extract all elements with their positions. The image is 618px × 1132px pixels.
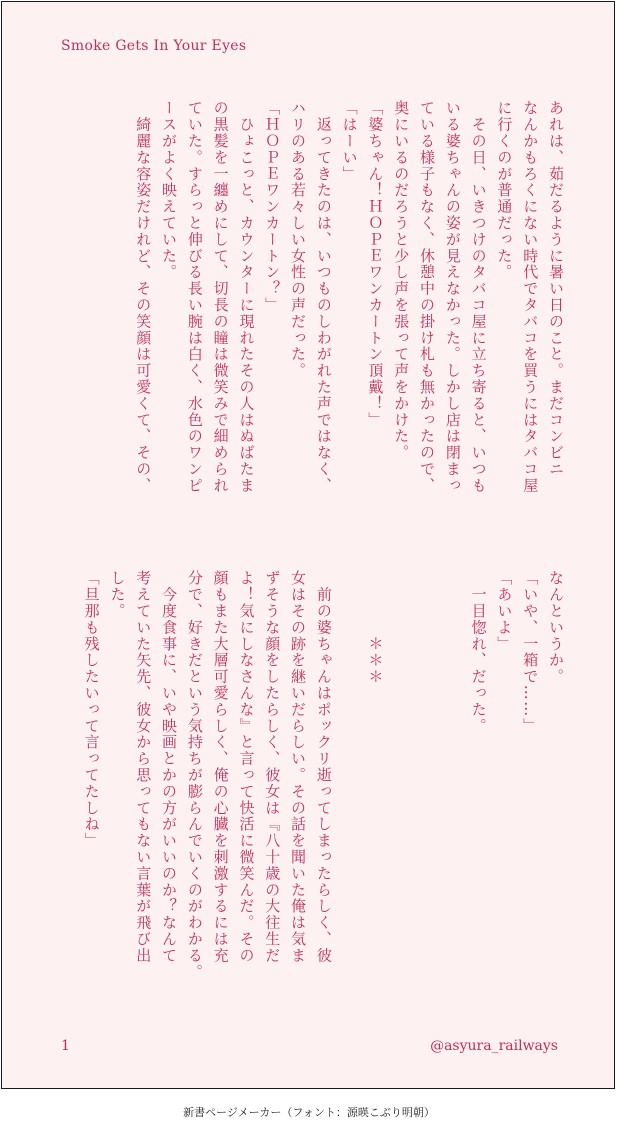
text-line (387, 570, 413, 1030)
page-number: 1 (61, 1038, 70, 1054)
text-line: ていた。すらっと伸びる長い腕は白く、水色のワンピ (185, 100, 204, 494)
page-title: Smoke Gets In Your Eyes (61, 38, 247, 54)
text-line: ずそうな顔をしたらしく、彼女は『八十歳の大往生だ (263, 570, 282, 964)
text-line: なんかもろくにない時代でタバコを買うにはタバコ屋 (521, 100, 540, 494)
text-line: なんというか。 (547, 570, 565, 685)
text-line: 「あいよ」 (495, 570, 514, 652)
text-line: 綺麗な容姿だけれど、その笑顔は可愛くて、その、 (134, 100, 153, 494)
text-line: その日、いきつけのタバコ屋に立ち寄ると、いつも (469, 100, 488, 494)
text-line: した。 (108, 570, 127, 620)
text-line: 女はその跡を継いだらしい。その話を聞いた俺は気ま (289, 570, 308, 964)
text-line: ハリのある若々しい女性の声だった。 (289, 100, 308, 379)
upper-text-block (52, 100, 568, 560)
text-line: よ！気にしなさんな』と言って快活に微笑んだ。その (237, 570, 256, 964)
author-handle: @asyura_railways (430, 1038, 558, 1054)
lower-text-block (52, 570, 568, 1030)
text-line: 「はーい」 (340, 100, 359, 182)
text-line: 「いや、一箱で……」 (521, 570, 540, 734)
text-line: 今度食事に、いや映画とかの方がいいのか？なんて (160, 570, 179, 964)
text-line: ースがよく映えていた。 (160, 100, 179, 281)
text-line: いる婆ちゃんの姿が見えなかった。しかし店は閉まっ (443, 100, 462, 494)
text-line: あれは、茹だるように暑い日のこと。まだコンビニ (547, 100, 565, 478)
text-line: 「ＨＯＰＥワンカートン？」 (263, 100, 282, 314)
text-line: 奥にいるのだろうと少し声を張って声をかけた。 (392, 100, 411, 461)
text-line: ＊＊＊ (366, 570, 385, 685)
text-line: の黒髪を一纏めにして、切長の瞳は微笑みで細められ (211, 100, 230, 494)
text-line: 一目惚れ、だった。 (469, 570, 488, 734)
text-line: ている様子もなく、休憩中の掛け札も無かったので、 (418, 100, 437, 494)
text-line (439, 570, 465, 1030)
book-page (1, 1, 615, 1089)
text-line (413, 570, 439, 1030)
text-line: ひょこっと、カウンターに現れたその人はぬばたま (237, 100, 256, 494)
text-line: 返ってきたのは、いつものしわがれた声ではなく、 (314, 100, 333, 494)
text-line (336, 570, 362, 1030)
text-line: 分で、好きだという気持ちが膨らんでいくのがわかる。 (185, 570, 204, 980)
text-line: 顔もまた大層可愛らしく、俺の心臓を刺激するには充 (211, 570, 230, 964)
text-line: に行くのが普通だった。 (495, 100, 514, 281)
text-line: 「婆ちゃん！ＨＯＰＥワンカートン頂戴！」 (366, 100, 385, 428)
generator-credit: 新書ページメーカー（フォント：源暎こぶり明朝） (183, 1106, 435, 1119)
text-line: 前の婆ちゃんはポックリ逝ってしまったらしく、彼 (314, 570, 333, 964)
text-line: 考えていた矢先、彼女から思ってもない言葉が飛び出 (134, 570, 153, 964)
text-line: 「旦那も残したいって言ってたしね」 (82, 570, 101, 849)
